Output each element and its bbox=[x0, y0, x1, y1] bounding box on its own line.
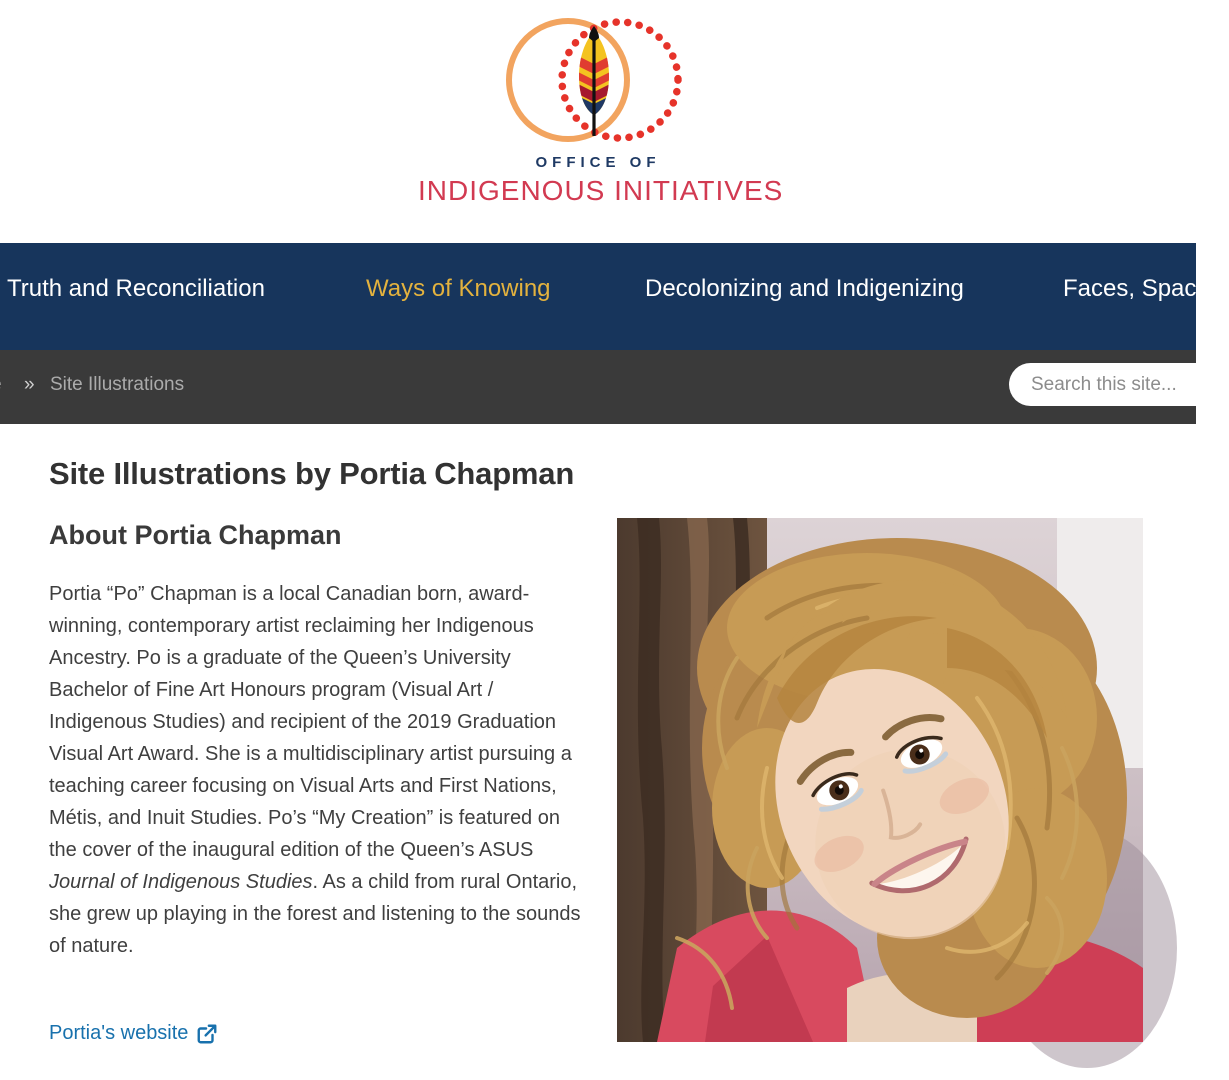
portrait-photo bbox=[617, 518, 1143, 1042]
nav-item-truth-and-reconciliation[interactable]: Truth and Reconciliation bbox=[7, 275, 265, 302]
breadcrumb-clipped-item bbox=[0, 374, 6, 400]
bio-text-1: Portia “Po” Chapman is a local Canadian born, award-winning, contemporary artist reclaiming her Indigenous Ancestry. Po is a graduate of the Queen’s University Bachelor of Fine Art Honours program (Visual Art / Indigenous Studies) and recipient of the 2019 Graduation Visual Art Award. She is a multidisciplinary artist pursuing a teaching career focusing on Visual Arts and First Nations, Métis, and Inuit Studies. Po’s “My Creation” is featured on the cover of the inaugural edition of the Queen’s ASUS bbox=[49, 583, 572, 861]
bio-paragraph bbox=[49, 578, 592, 962]
portia-website-link-label: Portia's website bbox=[49, 1022, 189, 1044]
office-logo[interactable] bbox=[418, 14, 784, 207]
about-heading: About Portia Chapman bbox=[49, 520, 342, 550]
breadcrumb-bar bbox=[0, 350, 1196, 424]
logo-office-of-text: OFFICE OF bbox=[535, 154, 661, 171]
external-link-icon bbox=[196, 1023, 218, 1045]
breadcrumb-current-page: Site Illustrations bbox=[50, 374, 185, 395]
breadcrumb-separator: » bbox=[24, 374, 35, 395]
main-nav bbox=[0, 243, 1210, 350]
portia-website-link[interactable] bbox=[49, 1022, 218, 1045]
site-header bbox=[0, 0, 1196, 243]
nav-item-decolonizing-and-indigenizing[interactable]: Decolonizing and Indigenizing bbox=[645, 275, 964, 302]
feather-circles-logo-icon bbox=[482, 14, 714, 146]
bio-journal-title: Journal of Indigenous Studies bbox=[49, 871, 313, 893]
logo-indigenous-initiatives-text: INDIGENOUS INITIATIVES bbox=[418, 175, 784, 206]
page-title: Site Illustrations by Portia Chapman bbox=[49, 456, 575, 491]
search-input[interactable] bbox=[1031, 363, 1196, 406]
nav-item-faces-spaces[interactable]: Faces, Space bbox=[1063, 275, 1210, 302]
main-content bbox=[0, 424, 1196, 1080]
bio-text-2: . As a child from rural Ontario, she grew up playing in the forest and listening to the sounds of nature. bbox=[49, 871, 581, 957]
nav-item-ways-of-knowing[interactable]: Ways of Knowing bbox=[366, 275, 551, 302]
